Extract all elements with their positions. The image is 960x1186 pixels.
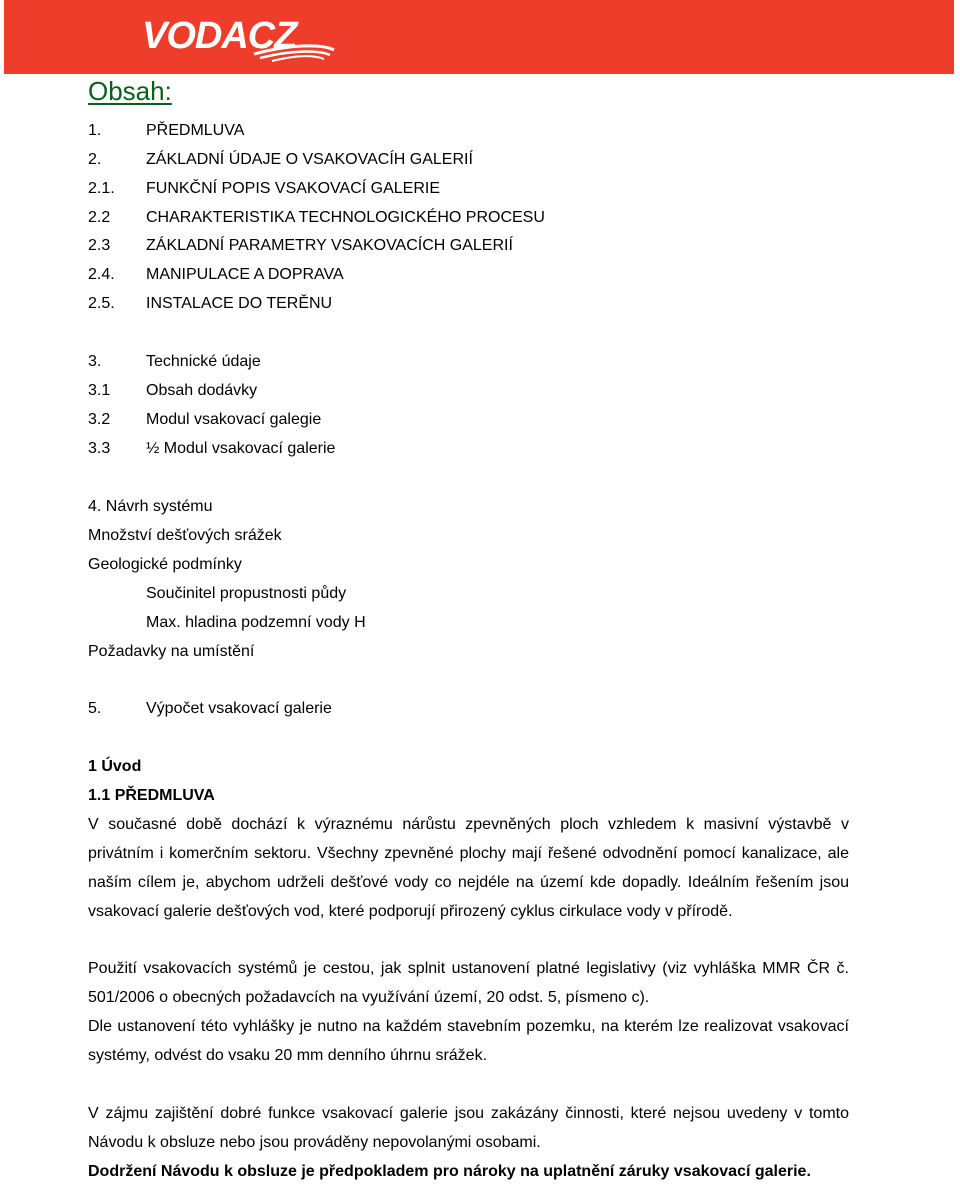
toc-entry-label[interactable]: Technické údaje — [146, 353, 261, 370]
toc-coef-entry[interactable]: Součinitel propustnosti půdy — [146, 585, 347, 602]
paragraph-warranty: Dodržení Návodu k obsluze je předpokladem pro nároky na uplatnění záruky vsakovací galerie. — [88, 1163, 811, 1180]
toc-entry-label[interactable]: FUNKČNÍ POPIS VSAKOVACÍ GALERIE — [146, 180, 440, 197]
toc-entry-label[interactable]: Obsah dodávky — [146, 382, 258, 399]
toc-groundwater-entry[interactable]: Max. hladina podzemní vody H — [146, 614, 366, 631]
toc-section4-heading[interactable]: 4. Návrh systému — [88, 498, 213, 515]
toc-entry-number: 2.3 — [88, 237, 111, 254]
vodacz-logo — [142, 14, 337, 62]
toc-entry-number: 2.4. — [88, 266, 115, 283]
toc-geo-entry[interactable]: Geologické podmínky — [88, 556, 242, 573]
toc-title: Obsah: — [88, 76, 172, 106]
paragraph-decree: Dle ustanovení této vyhlášky je nutno na každém stavebním pozemku, na kterém lze realizovat vsakovací systémy, odvést do vsaku 20 mm denního úhrnu srážek. — [88, 1018, 849, 1064]
toc-entry-number: 3.1 — [88, 382, 111, 399]
toc-entry-number: 5. — [88, 700, 102, 717]
toc-entry-label[interactable]: ZÁKLADNÍ PARAMETRY VSAKOVACÍCH GALERIÍ — [146, 237, 513, 254]
toc-entry-number: 2. — [88, 151, 102, 168]
toc-entry-label[interactable]: ½ Modul vsakovací galerie — [146, 440, 336, 457]
toc-entry-number: 2.1. — [88, 180, 115, 197]
toc-entry-number: 2.2 — [88, 209, 111, 226]
toc-entry-label[interactable]: Výpočet vsakovací galerie — [146, 700, 332, 717]
toc-entry-number: 3. — [88, 353, 102, 370]
svg-text:VODACZ: VODACZ — [142, 15, 297, 57]
toc-entry-number: 3.2 — [88, 411, 111, 428]
paragraph-prohibited: V zájmu zajištění dobré funkce vsakovací galerie jsou zakázány činnosti, které nejsou uvedeny v tomto Návodu k obsluze nebo jsou prováděny nepovolanými osobami. — [88, 1105, 849, 1151]
toc-entry-number: 2.5. — [88, 295, 115, 312]
toc-entry-label[interactable]: INSTALACE DO TERĚNU — [146, 295, 333, 312]
intro-heading: 1 Úvod — [88, 758, 142, 775]
toc-entry-label[interactable]: Modul vsakovací galegie — [146, 411, 322, 428]
toc-entry-label[interactable]: PŘEDMLUVA — [146, 122, 245, 139]
toc-rain-entry[interactable]: Množství dešťových srážek — [88, 527, 282, 544]
toc-placement-entry[interactable]: Požadavky na umístění — [88, 643, 255, 660]
toc-entry-label[interactable]: MANIPULACE A DOPRAVA — [146, 266, 344, 283]
toc-entry-number: 3.3 — [88, 440, 111, 457]
toc-entry-label[interactable]: CHARAKTERISTIKA TECHNOLOGICKÉHO PROCESU — [146, 209, 545, 226]
paragraph-legislation: Použití vsakovacích systémů je cestou, jak splnit ustanovení platné legislativy (viz vyhláška MMR ČR č. 501/2006 o obecných požadavcích na využívání území, 20 odst. 5, písmeno c). — [88, 960, 849, 1006]
preface-heading: 1.1 PŘEDMLUVA — [88, 787, 215, 804]
toc-entry-label[interactable]: ZÁKLADNÍ ÚDAJE O VSAKOVACÍH GALERIÍ — [146, 151, 473, 168]
toc-entry-number: 1. — [88, 122, 102, 139]
paragraph-intro: V současné době dochází k výraznému nárůstu zpevněných ploch vzhledem k masivní výstavbě v privátním i komerčním sektoru. Všechny zpevněné plochy mají řešené odvodnění pomocí kanalizace, ale naším cílem je, abychom udrželi dešťové vody co nejdéle na území kde dopadly. Ideálním řešením jsou vsakovací galerie dešťových vod, které podporují přirozený cyklus cirkulace vody v přírodě. — [88, 816, 849, 920]
